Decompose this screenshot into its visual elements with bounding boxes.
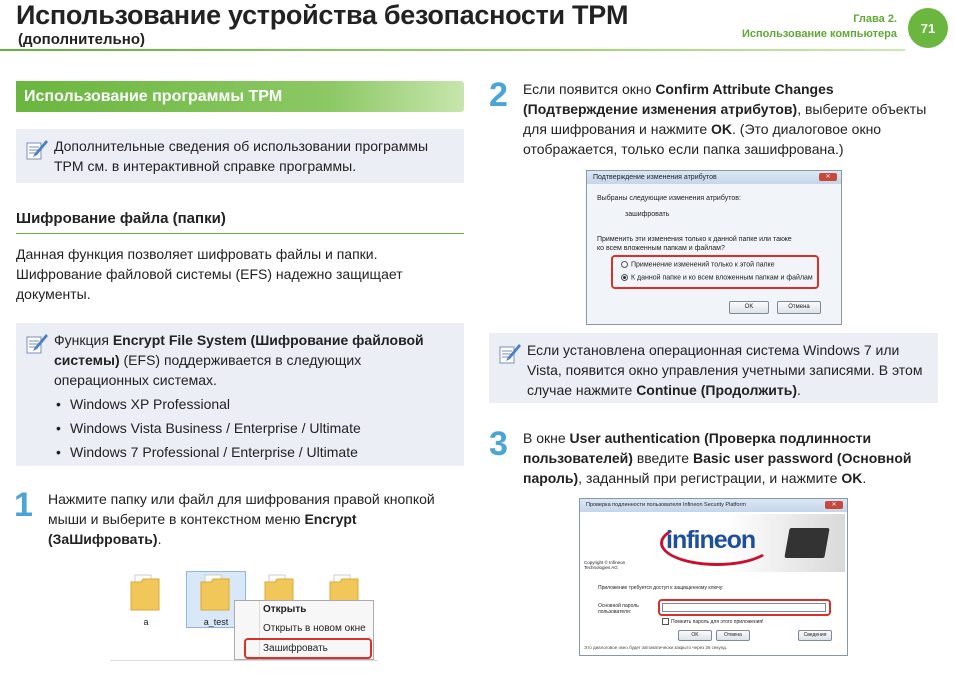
note-text-bold: Encrypt File System (Шифрование файловой системы) bbox=[54, 332, 424, 368]
step-text-a: Если появится окно bbox=[523, 81, 656, 97]
step-text-a: Нажмите папку или файл для шифрования правой кнопкой мыши и выберите в контекстном меню bbox=[48, 491, 435, 527]
step-number: 3 bbox=[489, 425, 508, 463]
menu-item-open-new-window[interactable]: Открыть в новом окне bbox=[263, 623, 366, 634]
step-text bbox=[48, 489, 458, 549]
step-number: 1 bbox=[14, 486, 33, 524]
step-text-a: В окне bbox=[523, 430, 570, 446]
checkbox-icon bbox=[662, 618, 669, 625]
folder-label: a_test bbox=[203, 617, 229, 627]
note-text: Дополнительные сведения об использовании программы TPM см. в интерактивной справке программы. bbox=[54, 138, 429, 174]
note-text-suffix: (EFS) поддерживается в следующих операционных системах. bbox=[54, 352, 362, 388]
page-number: 71 bbox=[908, 8, 948, 48]
step-text-bold: Encrypt (ЗаШифровать) bbox=[48, 511, 357, 547]
chip-image bbox=[784, 528, 829, 558]
step-text bbox=[523, 428, 943, 488]
radio-label: Применение изменений только к этой папке bbox=[631, 261, 775, 269]
folder-icon bbox=[199, 572, 233, 612]
page-title: Использование устройства безопасности TPM bbox=[16, 0, 629, 30]
ok-button[interactable]: OK bbox=[729, 301, 769, 314]
dialog-title: Проверка подлинности пользователя Infineon Security Platform bbox=[586, 502, 746, 508]
step-text-c: . (Это диалоговое окно отображается, только если папка зашифрована.) bbox=[523, 121, 882, 157]
list-item: • Windows 7 Professional / Enterprise / Ultimate bbox=[54, 440, 456, 464]
note-box bbox=[16, 129, 464, 183]
note-text-prefix: Функция bbox=[54, 332, 113, 348]
ok-button[interactable]: OK bbox=[678, 630, 712, 641]
note-text bbox=[54, 330, 456, 464]
user-authentication-dialog bbox=[579, 498, 848, 656]
prompt-text: Приложение требуется доступ к защищенному ключу: bbox=[598, 585, 724, 591]
note-text bbox=[527, 340, 930, 400]
dialog-titlebar bbox=[587, 171, 841, 184]
step-text-b: введите bbox=[632, 450, 693, 466]
menu-item-encrypt[interactable]: Зашифровать bbox=[263, 643, 328, 654]
close-icon[interactable]: ✕ bbox=[825, 501, 843, 509]
cancel-button[interactable]: Отмена bbox=[716, 630, 750, 641]
note-pencil-icon bbox=[497, 341, 523, 367]
list-item: • Windows Vista Business / Enterprise / Ultimate bbox=[54, 416, 456, 440]
note-text-bold: Continue (Продолжить) bbox=[636, 382, 798, 398]
step-text-bold: User authentication (Проверка подлинности пользователей) bbox=[523, 430, 872, 466]
page-subtitle: (дополнительно) bbox=[18, 31, 145, 48]
folder-item[interactable] bbox=[120, 572, 172, 627]
step-text-b: , выберите объекты для шифрования и нажмите bbox=[523, 101, 927, 137]
note-text-c: . bbox=[797, 382, 801, 398]
header-divider bbox=[0, 49, 905, 51]
subsection-divider bbox=[16, 233, 464, 234]
subsection-paragraph: Данная функция позволяет шифровать файлы и папки. Шифрование файловой системы (EFS) надежно защищает документы. bbox=[16, 246, 403, 302]
dialog-text: Выбраны следующие изменения атрибутов: bbox=[597, 195, 741, 202]
dialog-title: Подтверждение изменения атрибутов bbox=[593, 174, 717, 181]
step-text-c: , заданный при регистрации, и нажмите bbox=[578, 470, 842, 486]
step-text-bold: OK bbox=[841, 470, 863, 486]
checkbox-label: Помнить пароль для этого приложения! bbox=[671, 618, 764, 625]
infineon-logo: infineon bbox=[666, 526, 756, 554]
step-text-bold: Confirm Attribute Changes (Подтверждение изменения атрибутов) bbox=[523, 81, 834, 117]
section-title: Использование программы TPM bbox=[16, 81, 464, 112]
os-list bbox=[54, 392, 456, 464]
menu-item-open[interactable]: Открыть bbox=[263, 604, 307, 615]
note-pencil-icon bbox=[24, 137, 50, 163]
folder-label: a bbox=[143, 617, 149, 627]
note-box-efs bbox=[16, 323, 464, 466]
highlight-box bbox=[611, 255, 819, 289]
remember-checkbox[interactable] bbox=[662, 618, 764, 625]
note-box-uac bbox=[489, 333, 938, 403]
password-label: Основной пароль пользователя: bbox=[598, 603, 639, 615]
subsection-title: Шифрование файла (папки) bbox=[16, 210, 226, 227]
confirm-attributes-dialog bbox=[586, 170, 842, 325]
step-text bbox=[523, 79, 943, 159]
highlight-box bbox=[658, 599, 831, 616]
dialog-text: зашифровать bbox=[625, 211, 670, 218]
step-text-bold: Basic user password (Основной пароль) bbox=[523, 450, 912, 486]
note-pencil-icon bbox=[24, 331, 50, 357]
chapter-number: Глава 2. bbox=[853, 13, 897, 25]
list-item: • Windows XP Professional bbox=[54, 392, 456, 416]
step-number: 2 bbox=[489, 76, 508, 114]
copyright-text: Copyright © Infineon Technologies AG bbox=[584, 560, 626, 570]
step-text-bold: OK bbox=[711, 121, 733, 137]
step-text-d: . bbox=[862, 470, 867, 486]
note-text-a: Если установлена операционная система Windows 7 или Vista, появится окно управления учетными записями. В этом случае нажмите bbox=[527, 342, 923, 398]
cancel-button[interactable]: Отмена bbox=[777, 301, 821, 314]
explorer-screenshot bbox=[110, 568, 378, 661]
chapter-label bbox=[742, 12, 897, 42]
close-icon[interactable]: ✕ bbox=[819, 173, 837, 181]
details-button[interactable]: Сведения bbox=[798, 630, 832, 641]
chapter-name: Использование компьютера bbox=[741, 28, 897, 40]
step-text-c: . bbox=[157, 531, 162, 547]
highlight-box bbox=[244, 638, 372, 659]
dialog-text: Применить эти изменения только к данной папке или также ко всем вложенным папкам и файлам? bbox=[597, 236, 792, 252]
folder-icon bbox=[129, 572, 163, 612]
dialog-titlebar bbox=[580, 499, 847, 512]
radio-label: К данной папке и ко всем вложенным папкам и файлам bbox=[631, 274, 813, 282]
timeout-text: Это диалоговое окно будет автоматически закрыто через 26 секунд. bbox=[584, 645, 727, 650]
